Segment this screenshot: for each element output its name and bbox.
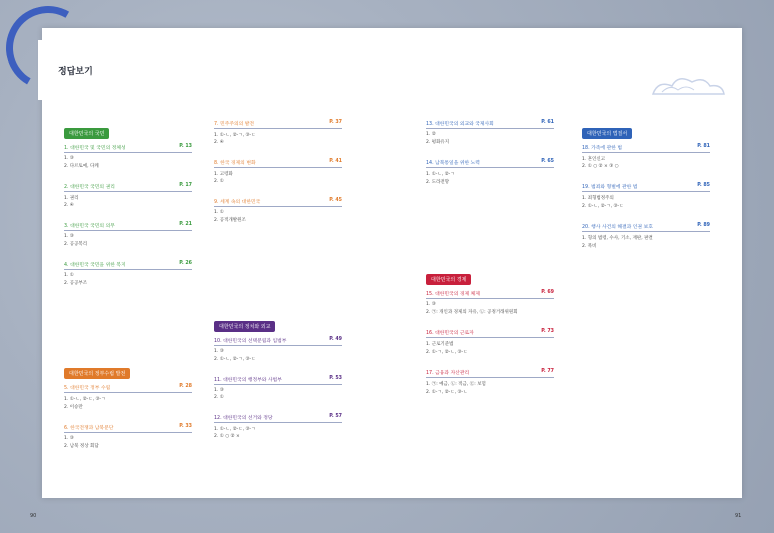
entry-title: 20. 행사 사건의 해결과 인권 보호 bbox=[582, 225, 653, 230]
answer-line: 1. 고령화 bbox=[214, 172, 233, 177]
answer-section bbox=[64, 120, 192, 286]
answer-line: 2. 평화유지 bbox=[426, 140, 450, 145]
section-tag: 대한민국의 법질서 bbox=[582, 128, 632, 139]
entry-page: P. 33 bbox=[179, 424, 192, 429]
entry-page: P. 69 bbox=[541, 290, 554, 295]
answer-entry bbox=[214, 198, 342, 223]
entry-title: 16. 대한민국의 근로자 bbox=[426, 331, 474, 336]
entry-heading bbox=[214, 376, 342, 385]
answer-section bbox=[214, 313, 342, 453]
entry-title: 11. 대한민국의 행정부와 사법부 bbox=[214, 378, 282, 383]
entry-heading bbox=[426, 290, 554, 299]
entry-heading bbox=[582, 183, 710, 192]
answer-line: 1. ① bbox=[214, 210, 224, 215]
entry-page: P. 37 bbox=[329, 120, 342, 125]
answer-line: 1. ③ bbox=[64, 234, 74, 239]
entry-title: 13. 대한민국의 외교와 국제사회 bbox=[426, 122, 494, 127]
answer-line: 2. ①-ㄱ, ②-ㄴ, ③-ㄷ bbox=[426, 350, 468, 355]
answer-line: 2. 다르토예, 다케 bbox=[64, 164, 99, 169]
section-tag: 대한민국의 국민 bbox=[64, 128, 109, 139]
entry-page: P. 13 bbox=[179, 144, 192, 149]
answer-line: 1. ③ bbox=[214, 388, 224, 393]
answer-line: 2. 묵비 bbox=[582, 244, 597, 249]
entry-page: P. 65 bbox=[541, 159, 554, 164]
answer-line: 1. 권리 bbox=[64, 196, 79, 201]
entry-title: 14. 남북통일을 위한 노력 bbox=[426, 161, 480, 166]
entry-heading bbox=[214, 414, 342, 423]
entry-page: P. 26 bbox=[179, 261, 192, 266]
entry-page: P. 28 bbox=[179, 384, 192, 389]
answer-line: 2. 공적개발원조 bbox=[214, 218, 246, 223]
answer-column bbox=[214, 120, 342, 439]
cloud-icon bbox=[648, 72, 728, 102]
entry-heading bbox=[582, 223, 710, 232]
answer-line: 2. 남북 정상 회담 bbox=[64, 444, 99, 449]
entry-page: P. 53 bbox=[329, 376, 342, 381]
entry-page: P. 17 bbox=[179, 183, 192, 188]
entry-heading bbox=[426, 329, 554, 338]
answer-column bbox=[426, 120, 554, 395]
answer-line: 2. ㉠: 개인과 경제의 자유, ㉡: 공정거래위원회 bbox=[426, 310, 518, 315]
answer-line: 2. 이승만 bbox=[64, 405, 83, 410]
answer-section bbox=[582, 120, 710, 249]
entry-page: P. 21 bbox=[179, 222, 192, 227]
entry-title: 3. 대한민국 국민의 의무 bbox=[64, 224, 115, 229]
entry-heading bbox=[426, 120, 554, 129]
answer-entry bbox=[426, 290, 554, 315]
answer-section bbox=[64, 360, 192, 463]
answer-line: 1. 죄형법정주의 bbox=[582, 196, 614, 201]
answer-line: 1. ①-ㄴ, ②-ㄱ, ③-ㄷ bbox=[214, 133, 256, 138]
entry-heading bbox=[214, 120, 342, 129]
answer-line: 1. 형의 법령, 수사, 기소, 재판, 판결 bbox=[582, 236, 653, 241]
answer-line: 1. ①-ㄴ, ②-ㄷ, ③-ㄱ bbox=[214, 427, 256, 432]
entry-title: 10. 대한민국의 선택분립과 입법부 bbox=[214, 339, 287, 344]
entry-heading bbox=[214, 198, 342, 207]
answer-line: 2. ④ bbox=[64, 203, 74, 208]
entry-heading bbox=[64, 261, 192, 270]
entry-title: 5. 대한민국 정부 수립 bbox=[64, 386, 111, 391]
entry-title: 9. 세계 속의 대한민국 bbox=[214, 200, 261, 205]
entry-heading bbox=[426, 159, 554, 168]
page-number-right: 91 bbox=[735, 513, 742, 519]
entry-title: 1. 대한민국 및 국민의 정체성 bbox=[64, 146, 126, 151]
entry-title: 17. 금융과 자산관리 bbox=[426, 371, 470, 376]
sheet-notch bbox=[398, 48, 450, 74]
answer-line: 1. ㉠: 예금, ㉡: 적금, ㉢: 보험 bbox=[426, 382, 486, 387]
entry-title: 2. 대한민국 국민의 권리 bbox=[64, 185, 115, 190]
entry-title: 6. 한국전쟁과 남북분단 bbox=[64, 426, 114, 431]
answer-section bbox=[426, 120, 554, 185]
answer-entry bbox=[582, 223, 710, 249]
entry-page: P. 77 bbox=[541, 369, 554, 374]
answer-entry bbox=[426, 329, 554, 355]
answer-line: 2. ① ○ ② × ③ ○ bbox=[582, 164, 619, 169]
answer-entry bbox=[214, 337, 342, 362]
entry-page: P. 61 bbox=[541, 120, 554, 125]
answer-line: 1. 혼인신고 bbox=[582, 157, 606, 162]
entry-title: 4. 대한민국 국민을 위한 복지 bbox=[64, 263, 126, 268]
entry-page: P. 85 bbox=[697, 183, 710, 188]
answer-line: 2. ①-ㄴ, ②-ㄱ, ③-ㄷ bbox=[582, 204, 624, 209]
answer-section bbox=[426, 266, 554, 409]
entry-heading bbox=[64, 222, 192, 231]
answer-entry bbox=[64, 144, 192, 169]
answer-column bbox=[64, 120, 192, 449]
answer-line: 1. ①-ㄴ, ②-ㄱ bbox=[426, 172, 455, 177]
answer-entry bbox=[426, 120, 554, 145]
section-tag: 대한민국의 경제 bbox=[426, 274, 471, 285]
entry-page: P. 45 bbox=[329, 198, 342, 203]
answer-entry bbox=[64, 222, 192, 247]
answer-line: 2. 공공부조 bbox=[64, 281, 88, 286]
entry-title: 7. 민주주의의 발전 bbox=[214, 122, 255, 127]
answer-entry bbox=[214, 120, 342, 145]
answer-line: 2. ①-ㄱ, ②-ㄷ, ③-ㄴ bbox=[426, 390, 468, 395]
entry-page: P. 41 bbox=[329, 159, 342, 164]
answer-line: 2. 공공복리 bbox=[64, 242, 88, 247]
answer-entry bbox=[582, 183, 710, 209]
entry-title: 18. 가족에 관한 법 bbox=[582, 146, 623, 151]
answer-line: 2. ①-ㄴ, ②-ㄱ, ③-ㄷ bbox=[214, 357, 256, 362]
answer-entry bbox=[64, 261, 192, 286]
entry-title: 19. 범죄와 형벌에 관한 법 bbox=[582, 185, 638, 190]
page-number-left: 90 bbox=[30, 513, 37, 519]
entry-heading bbox=[426, 369, 554, 378]
answer-line: 1. ③ bbox=[64, 436, 74, 441]
entry-heading bbox=[64, 183, 192, 192]
entry-heading bbox=[214, 337, 342, 346]
answer-line: 1. 근로기준법 bbox=[426, 342, 454, 347]
answer-section bbox=[214, 120, 342, 223]
entry-title: 12. 대한민국의 선거와 정당 bbox=[214, 416, 273, 421]
answer-line: 2. 도라전망 bbox=[426, 180, 450, 185]
answer-line: 2. ④ bbox=[214, 140, 224, 145]
answer-line: 2. ① bbox=[214, 179, 224, 184]
answer-entry bbox=[64, 424, 192, 449]
entry-heading bbox=[64, 144, 192, 153]
entry-page: P. 49 bbox=[329, 337, 342, 342]
entry-heading bbox=[214, 159, 342, 168]
answer-line: 1. ① bbox=[64, 273, 74, 278]
entry-heading bbox=[582, 144, 710, 153]
section-tag: 대한민국의 정부수립 발전 bbox=[64, 368, 130, 379]
page-title: 정답보기 bbox=[58, 67, 93, 77]
entry-title: 8. 한국 경제의 변화 bbox=[214, 161, 256, 166]
answer-entry bbox=[214, 414, 342, 439]
entry-page: P. 89 bbox=[697, 223, 710, 228]
answer-line: 1. ①-ㄴ, ②-ㄷ, ③-ㄱ bbox=[64, 397, 106, 402]
answer-entry bbox=[64, 384, 192, 410]
answer-line: 1. ② bbox=[426, 132, 436, 137]
answer-entry bbox=[214, 159, 342, 184]
entry-title: 15. 대한민국의 경제 체제 bbox=[426, 292, 480, 297]
section-tag: 대한민국의 정치와 외교 bbox=[214, 321, 275, 332]
answer-entry bbox=[426, 159, 554, 185]
answer-entry bbox=[582, 144, 710, 169]
answer-line: 1. ③ bbox=[214, 349, 224, 354]
answer-column bbox=[582, 120, 710, 263]
entry-heading bbox=[64, 424, 192, 433]
entry-page: P. 73 bbox=[541, 329, 554, 334]
answer-entry bbox=[426, 369, 554, 395]
answer-line: 2. ① ○ ② × bbox=[214, 434, 240, 439]
entry-heading bbox=[64, 384, 192, 393]
answer-entry bbox=[214, 376, 342, 400]
answer-entry bbox=[64, 183, 192, 208]
answer-line: 1. ③ bbox=[64, 156, 74, 161]
answer-line: 1. ③ bbox=[426, 302, 436, 307]
entry-page: P. 81 bbox=[697, 144, 710, 149]
entry-page: P. 57 bbox=[329, 414, 342, 419]
answer-line: 2. ① bbox=[214, 395, 224, 400]
